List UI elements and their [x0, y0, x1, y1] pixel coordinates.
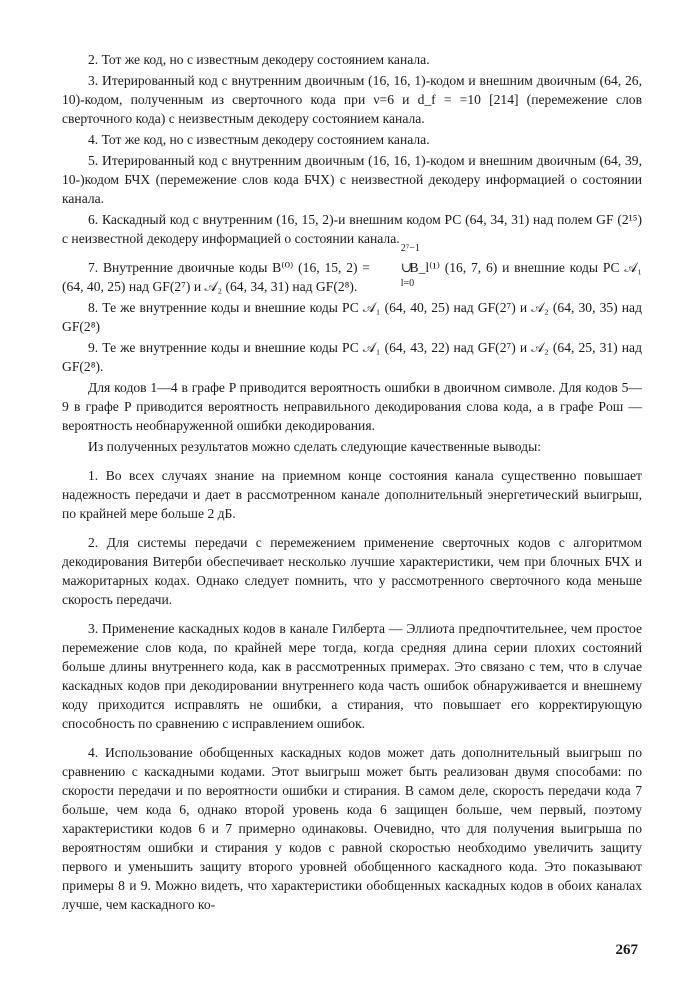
item-6: 6. Каскадный код с внутренним (16, 15, 2)-и внешним кодом РС (64, 34, 31) над полем GF (2¹⁵) с неизвестной декодеру информацией о состоянии канала.	[62, 212, 642, 246]
item-2: 2. Тот же код, но с известным декодеру состоянием канала.	[88, 52, 430, 67]
item-7-part1: 7. Внутренние двоичные коды B⁽⁰⁾ (16, 15, 2) =	[88, 260, 370, 275]
item-7	[62, 243, 642, 296]
item-4: 4. Тот же код, но с известным декодеру состоянием канала.	[88, 132, 430, 147]
union-lower-limit: l=0	[400, 278, 415, 289]
item-8: 8. Те же внутренние коды и внешние коды РС 𝒜₁ (64, 40, 25) над GF(2⁷) и 𝒜₂ (64, 30, 35) над GF(2⁸)	[62, 300, 642, 334]
union-upper-limit: 2⁷−1	[400, 243, 420, 254]
conclusions-intro: Из полученных результатов можно сделать следующие качественные выводы:	[88, 439, 542, 454]
conclusion-1: 1. Во всех случаях знание на приемном конце состояния канала существенно повышает надежность передачи и дает в рассмотренном канале дополнительный энергетический выигрыш, по крайней мере больше 2 дБ.	[62, 468, 642, 521]
union-symbol: ∪	[400, 260, 413, 275]
conclusion-2: 2. Для системы передачи с перемежением применение сверточных кодов с алгоритмом декодирования Витерби обеспечивает несколько лучшие характеристики, чем при блочных БЧХ и мажоритарных кодах. Однако следует помнить, что у рассмотренного сверточного кода меньше скорость передачи.	[62, 535, 642, 607]
item-3: 3. Итерированный код с внутренним двоичным (16, 16, 1)-кодом и внешним двоичным (64, 26, 10)-кодом, полученным из сверточного кода при ν=6 и d_f = =10 [214] (перемежение слов сверточного кода) с неизвестным декодеру состоянием канала.	[62, 73, 642, 126]
union-operator	[375, 243, 420, 289]
item-5: 5. Итерированный код с внутренним двоичным (16, 16, 1)-кодом и внешним двоичным (64, 39, 10-)кодом БЧХ (перемежение слов кода БЧХ) с неизвестной декодеру информацией о состоянии канала.	[62, 153, 642, 206]
item-7-part2: B_l⁽¹⁾ (16, 7, 6) и внешние коды РС 𝒜₁ (64, 40, 25) над GF(2⁷) и 𝒜₂ (64, 34, 31) над GF(2⁸).	[62, 260, 642, 294]
page-body	[62, 50, 642, 922]
conclusion-4: 4. Использование обобщенных каскадных кодов может дать дополнительный выигрыш по сравнению с каскадными кодами. Этот выигрыш может быть реализован двумя способами: по скорости передачи и по вероятности ошибки и стирания. В самом деле, скорость передачи кода 7 больше, чем кода 6, однако второй уровень кода 6 защищен больше, чем первый, поэтому характеристики кодов 6 и 7 примерно одинаковы. Очевидно, что для получения выигрыша по вероятностям ошибки и стирания у кодов с равной скоростью необходимо увеличить защиту первого и уменьшить защиту второго уровней обобщенного каскадного кода. Это показывают примеры 8 и 9. Можно видеть, что характеристики обобщенных каскадных кодов в обоих каналах лучше, чем каскадного ко-	[62, 745, 642, 912]
results-description: Для кодов 1—4 в графе P приводится вероятность ошибки в двоичном символе. Для кодов 5—9 в графе P приводится вероятность неправильного декодирования слова кода, а в графе Pош — вероятность необнаруженной ошибки декодирования.	[62, 380, 642, 433]
conclusion-3: 3. Применение каскадных кодов в канале Гилберта — Эллиота предпочтительнее, чем простое перемежение слов кода, по крайней мере тогда, когда средняя длина серии плохих состояний больше длины внутреннего кода, как в рассмотренных примерах. Это связано с тем, что в случае каскадных кодов при декодировании внутреннего кода часть ошибок обнаруживается и внешнему коду приходится исправлять не ошибки, а стирания, что повышает его корректирующую способность по сравнению с исправлением ошибок.	[62, 621, 642, 731]
item-9: 9. Те же внутренние коды и внешние коды РС 𝒜₁ (64, 43, 22) над GF(2⁷) и 𝒜₂ (64, 25, 31) над GF(2⁸).	[62, 340, 642, 374]
page-number: 267	[615, 942, 638, 958]
